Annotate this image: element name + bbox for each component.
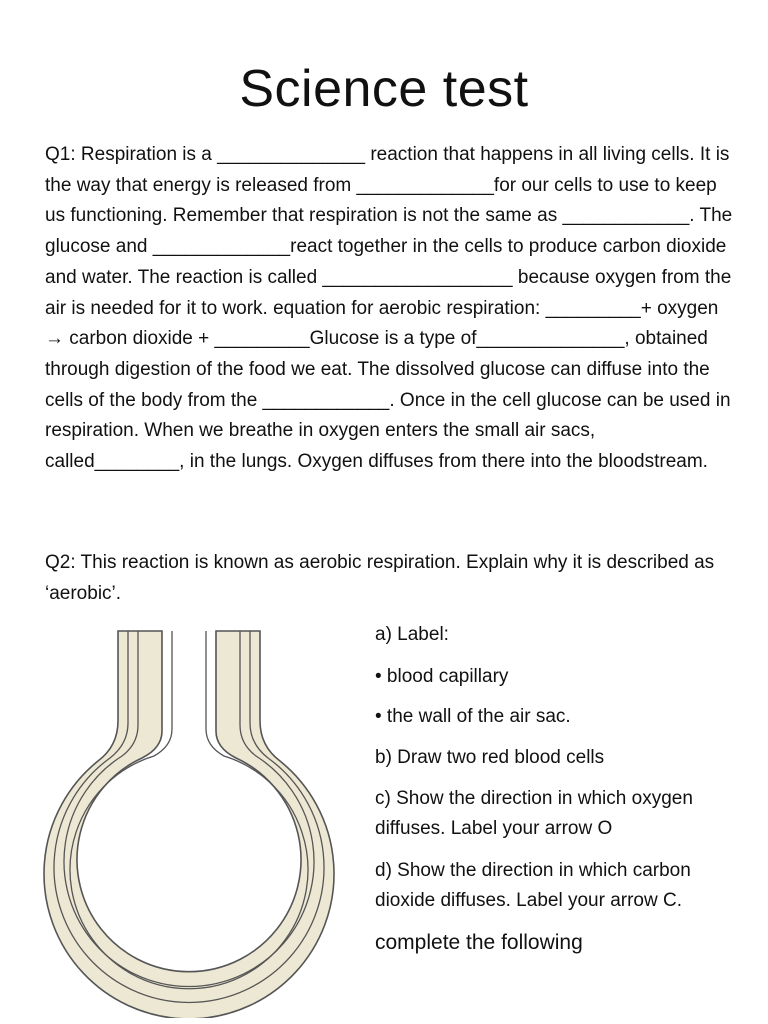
task-d-text: d) Show the direction in which carbon dioxide diffuses. Label your arrow C. [375, 860, 691, 911]
task-a-bullet-capillary: • blood capillary [375, 666, 509, 687]
question-2-text: Q2: This reaction is known as aerobic respiration. Explain why it is described as ‘aerobic’. [45, 552, 715, 604]
task-c-text: c) Show the direction in which oxygen diffuses. Label your arrow O [375, 788, 693, 839]
air-sac-diagram [38, 626, 338, 1018]
capillary-wall-shape [44, 631, 334, 1018]
complete-following-text: complete the following [375, 931, 583, 954]
page-title: Science test [239, 60, 529, 118]
task-a-heading: a) Label: [375, 624, 449, 645]
question-1-text: Q1: Respiration is a ______________ reaction that happens in all living cells. It is the way that energy is released from _____________for our cells to use to keep us functioning. Remember that respiration is not the same as ____________. The glucose and _____________react together in the cells to produce carbon dioxide and water. The reaction is called __________________ because oxygen from the air is needed for it to work. equation for aerobic respiration: _________+ oxygen → carbon dioxide + _________Glucose is a type of______________, obtained through digestion of the food we eat. The dissolved glucose can diffuse into the cells of the body from the ____________. Once in the cell glucose can be used in respiration. When we breathe in oxygen enters the small air sacs, called________, in the lungs. Oxygen diffuses from there into the bloodstream. [45, 144, 733, 473]
task-b-text: b) Draw two red blood cells [375, 747, 605, 768]
task-a-bullet-wall: • the wall of the air sac. [375, 706, 571, 727]
